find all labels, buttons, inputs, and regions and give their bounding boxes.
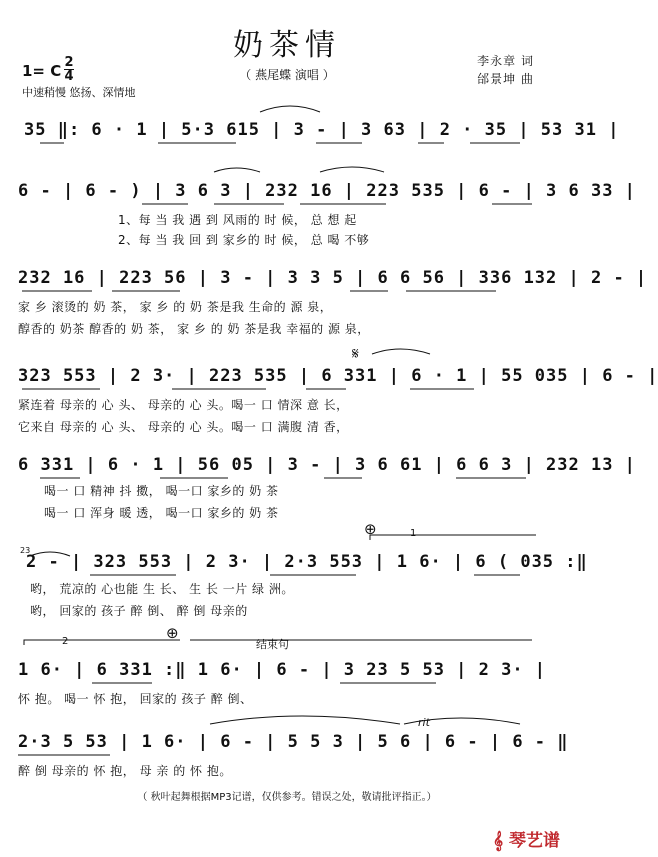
score-row-6-notes: 2 - | 323 553 | 2 3· | 2·3 553 | 1 6· | 6 ( 035 :‖ xyxy=(26,552,588,572)
volta-1-label: 1 xyxy=(410,528,417,539)
score-row-5-lyric-2: 喝一 口 浑身 暖 透， 喝一口 家乡的 奶 茶 xyxy=(44,506,279,520)
score-row-4-notes: 323 553 | 2 3· | 223 535 | 6 331 | 6 · 1 | 55 035 | 6 - | xyxy=(18,366,658,386)
coda-sign-2: ⊕ xyxy=(166,624,179,642)
volta-2-bracket xyxy=(24,640,180,645)
score-row-4-lyric-2: 它来自 母亲的 心 头、 母亲的 心 头。喝一 口 满腹 清 香， xyxy=(18,420,349,434)
ritardando-mark: rit xyxy=(418,716,430,729)
key-signature: 1= C xyxy=(22,62,62,80)
song-title: 奶茶情 xyxy=(233,28,341,63)
tempo-marking: 中速稍慢 悠扬、深情地 xyxy=(22,86,136,99)
grace-notes: 23 xyxy=(20,546,31,555)
score-row-6-lyric-2: 哟， 回家的 孩子 醉 倒、 醉 倒 母亲的 xyxy=(30,604,248,618)
score-row-4-lyric-1: 紧连着 母亲的 心 头、 母亲的 心 头。喝一 口 情深 意 长， xyxy=(18,398,349,412)
score-row-3-notes: 232 16 | 223 56 | 3 - | 3 3 5 | 6 6 56 | 336 132 | 2 - | xyxy=(18,268,648,288)
score-row-8-notes: 2·3 5 53 | 1 6· | 6 - | 5 5 3 | 5 6 | 6 - | 6 - ‖ xyxy=(18,732,569,752)
score-row-3-lyric-1: 家 乡 滚烫的 奶 茶， 家 乡 的 奶 茶是我 生命的 源 泉， xyxy=(18,300,333,314)
score-row-8-lyric-1: 醉 倒 母亲的 怀 抱， 母 亲 的 怀 抱。 xyxy=(18,764,232,778)
score-row-5-lyric-1: 喝一 口 精神 抖 擞， 喝一口 家乡的 奶 茶 xyxy=(44,484,279,498)
score-row-7-lyric-1: 怀 抱。 喝一 怀 抱， 回家的 孩子 醉 倒、 xyxy=(18,692,253,706)
score-row-2-notes: 6 - | 6 - ) | 3 6 3 | 232 16 | 223 535 | 6 - | 3 6 33 | xyxy=(18,181,636,201)
site-logo: 𝄞 琴艺谱 xyxy=(493,831,560,851)
transcription-note: （ 秋叶起舞根据MP3记谱，仅供参考。错误之处，敬请批评指正。） xyxy=(137,792,437,803)
logo-icon: 𝄞 xyxy=(493,831,504,851)
coda-sign-1: ⊕ xyxy=(364,520,377,538)
lyricist-credit: 李永章 词 xyxy=(477,54,534,68)
score-row-1-notes: 35 ‖: 6 · 1 | 5·3 615 | 3 - | 3 63 | 2 · 35 | 53 31 | xyxy=(24,120,620,140)
performer-line: （ 燕尾蝶 演唱 ） xyxy=(239,68,335,82)
meter-bottom: 4 xyxy=(64,69,74,84)
score-row-7-notes: 1 6· | 6 331 :‖ 1 6· | 6 - | 3 23 5 53 | 2 3· | xyxy=(18,660,547,680)
score-row-5-notes: 6 331 | 6 · 1 | 56 05 | 3 - | 3 6 61 | 6 6 3 | 232 13 | xyxy=(18,455,636,475)
volta-1-bracket xyxy=(370,535,536,540)
ending-phrase-label: 结束句 xyxy=(256,638,289,651)
score-row-2-lyric-1: 1、每 当 我 遇 到 风雨的 时 候， 总 想 起 xyxy=(118,213,357,227)
score-row-6-lyric-1: 哟， 荒凉的 心也能 生 长、 生 长 一片 绿 洲。 xyxy=(30,582,294,596)
volta-2-label: 2 xyxy=(62,636,69,647)
score-row-3-lyric-2: 醇香的 奶茶 醇香的 奶 茶， 家 乡 的 奶 茶是我 幸福的 源 泉， xyxy=(18,322,370,336)
meter-top: 2 xyxy=(64,55,74,70)
composer-credit: 邰景坤 曲 xyxy=(477,72,534,86)
score-row-2-lyric-2: 2、每 当 我 回 到 家乡的 时 候， 总 喝 不够 xyxy=(118,233,370,247)
segno-sign: 𝄋 xyxy=(352,344,359,363)
